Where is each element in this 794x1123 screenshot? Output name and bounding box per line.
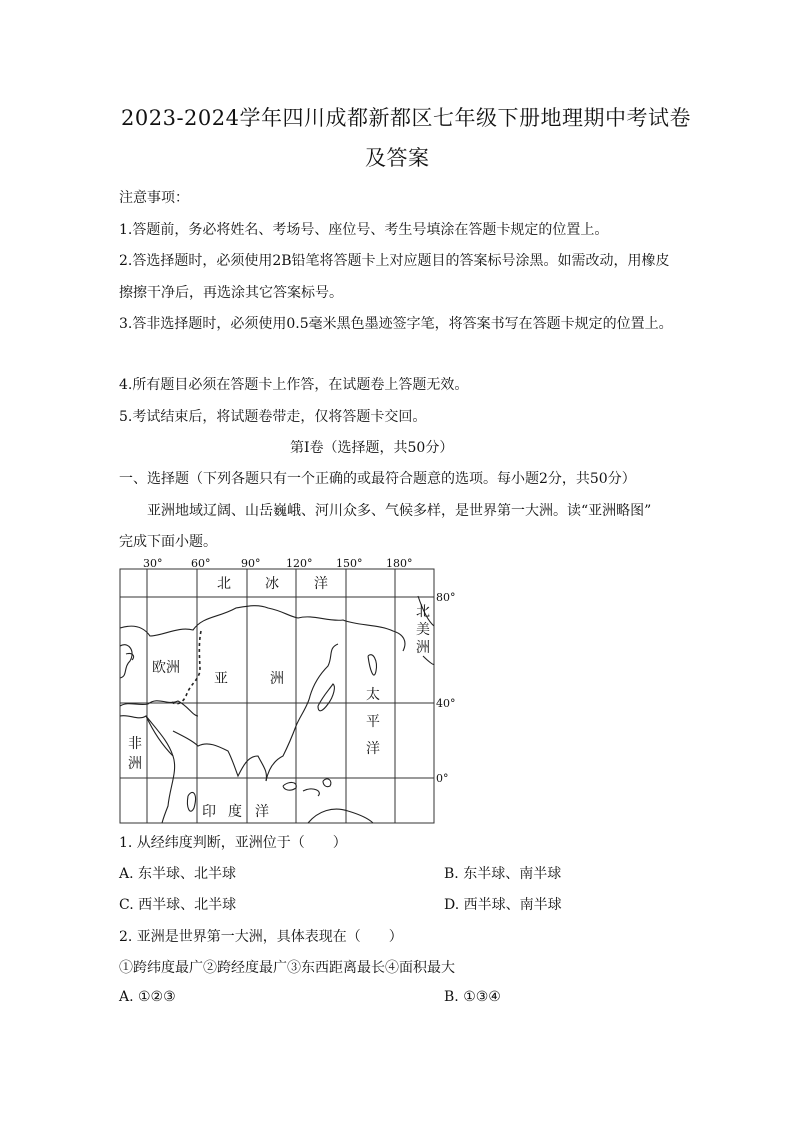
- notice-item: 3.答非选择题时，必须使用0.5毫米黑色墨迹签字笔，将答案书写在答题卡规定的位置上。: [119, 316, 673, 332]
- svg-text:90°: 90°: [241, 557, 261, 570]
- svg-text:印: 印: [202, 804, 216, 820]
- notice-heading: 注意事项：: [119, 190, 189, 206]
- svg-text:60°: 60°: [191, 557, 211, 570]
- question-1-option-a: A. 东半球、北半球: [119, 866, 237, 882]
- section-title: 第Ⅰ卷（选择题，共50分）: [290, 440, 454, 456]
- title-line-1: 2023-2024学年四川成都新都区七年级下册地理期中考试卷: [121, 106, 691, 130]
- question-2-option-a: A. ①②③: [119, 989, 176, 1005]
- question-1-option-c: C. 西半球、北半球: [119, 897, 237, 913]
- notice-item: 1.答题前，务必将姓名、考场号、座位号、考生号填涂在答题卡规定的位置上。: [119, 222, 609, 238]
- svg-text:北: 北: [217, 576, 231, 592]
- svg-text:平: 平: [366, 714, 380, 730]
- question-2-stem: 2. 亚洲是世界第一大洲，具体表现在（ ）: [119, 929, 403, 945]
- question-1-option-b: B. 东半球、南半球: [444, 866, 562, 882]
- question-1-option-d: D. 西半球、南半球: [444, 897, 562, 913]
- notice-item: 4.所有题目必须在答题卡上作答，在试题卷上答题无效。: [119, 377, 469, 393]
- svg-text:欧洲: 欧洲: [152, 660, 180, 676]
- title-line-2: 及答案: [365, 146, 430, 170]
- svg-text:洲: 洲: [416, 640, 430, 656]
- svg-text:洋: 洋: [255, 804, 269, 820]
- part-title: 一、选择题（下列各题只有一个正确的或最符合题意的选项。每小题2分，共50分）: [119, 471, 636, 487]
- question-2-statement: ①跨纬度最广②跨经度最广③东西距离最长④面积最大: [119, 960, 455, 976]
- svg-text:太: 太: [366, 687, 380, 703]
- svg-text:80°: 80°: [436, 591, 456, 604]
- svg-text:洋: 洋: [314, 576, 328, 592]
- question-2-option-b: B. ①③④: [444, 989, 501, 1005]
- intro-paragraph: 亚洲地域辽阔、山岳巍峨、河川众多、气候多样，是世界第一大洲。读“亚洲略图”: [147, 503, 652, 519]
- svg-text:北: 北: [416, 604, 430, 620]
- notice-item: 2.答选择题时，必须使用2B铅笔将答题卡上对应题目的答案标号涂黑。如需改动，用橡皮: [119, 253, 670, 269]
- svg-text:0°: 0°: [436, 772, 449, 785]
- svg-text:120°: 120°: [286, 557, 313, 570]
- notice-item: 擦擦干净后，再选涂其它答案标号。: [119, 285, 343, 301]
- svg-text:洲: 洲: [270, 671, 284, 687]
- svg-text:40°: 40°: [436, 697, 456, 710]
- longitude-label: 30°: [143, 557, 163, 570]
- intro-paragraph-cont: 完成下面小题。: [119, 534, 217, 550]
- svg-text:180°: 180°: [386, 557, 413, 570]
- svg-text:亚: 亚: [214, 671, 228, 687]
- svg-text:洲: 洲: [128, 756, 142, 772]
- svg-text:美: 美: [416, 622, 430, 638]
- notice-item: 5.考试结束后，将试题卷带走，仅将答题卡交回。: [119, 409, 427, 425]
- question-1-stem: 1. 从经纬度判断，亚洲位于（ ）: [119, 835, 347, 851]
- asia-map: [118, 556, 458, 824]
- svg-text:洋: 洋: [366, 741, 380, 757]
- svg-text:冰: 冰: [265, 576, 279, 592]
- svg-text:非: 非: [128, 736, 142, 752]
- svg-text:度: 度: [228, 804, 242, 820]
- svg-text:150°: 150°: [336, 557, 363, 570]
